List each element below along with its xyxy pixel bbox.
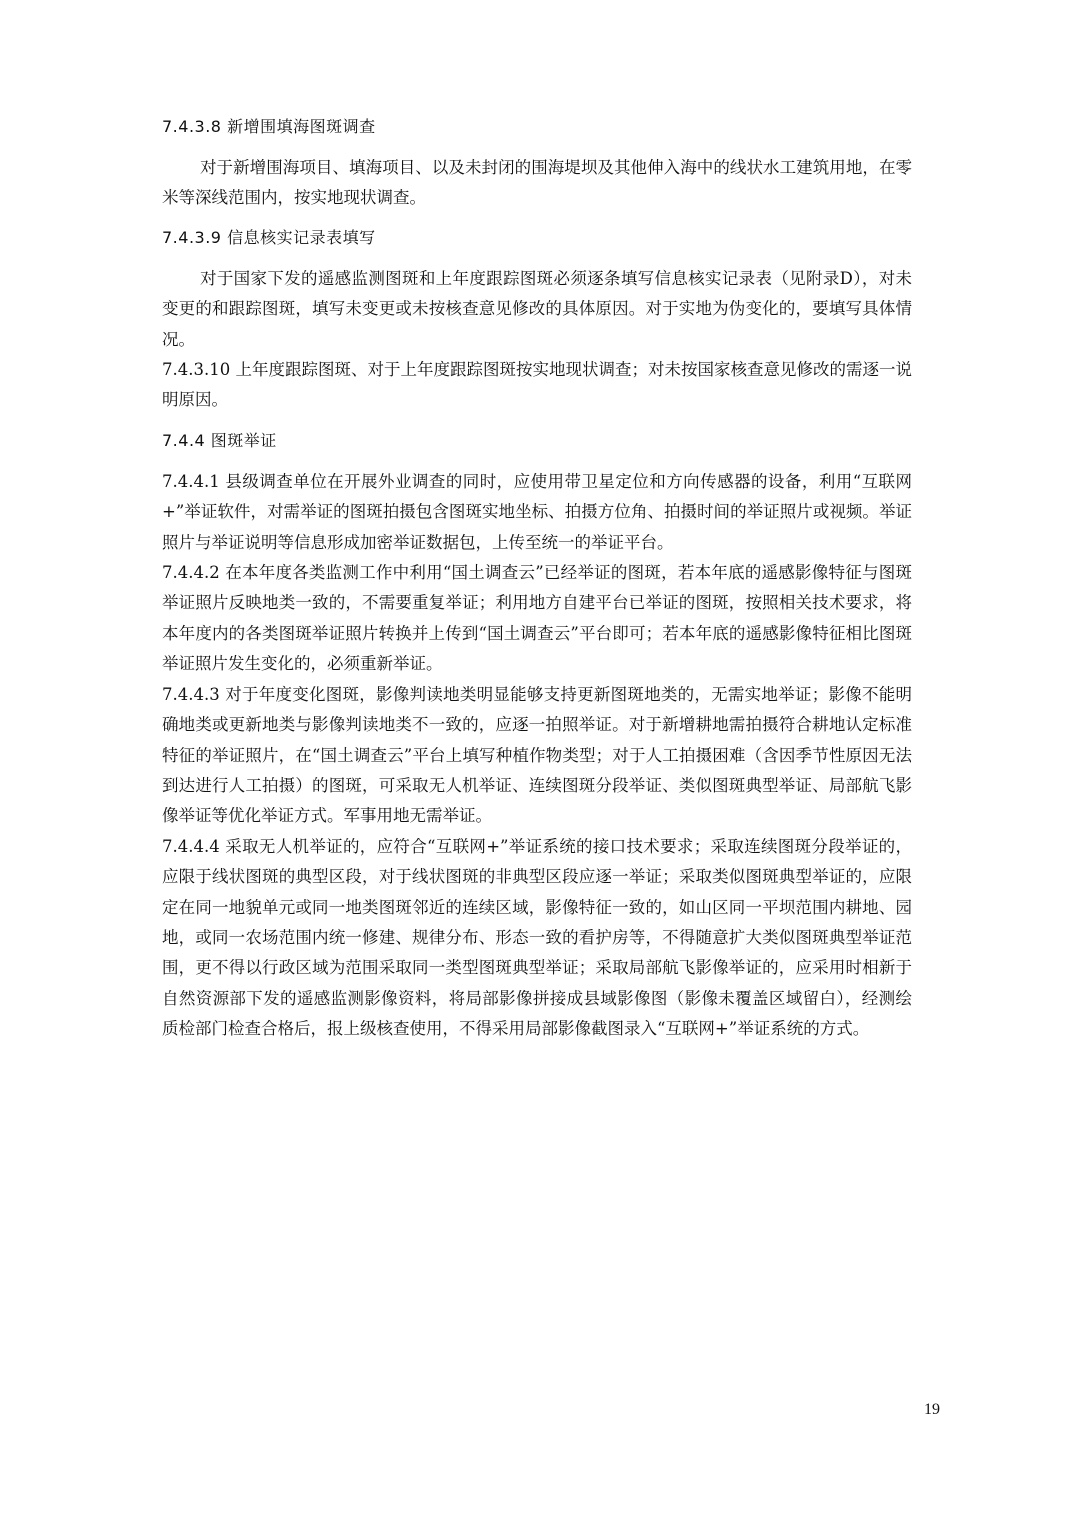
section-heading-7-4-3-9: 7.4.3.9 信息核实记录表填写 [162,227,376,247]
paragraph-7-4-4-4: 7.4.4.4 采取无人机举证的，应符合“互联网+”举证系统的接口技术要求；采取连续图斑分段举证的，应限于线状图斑的典型区段，对于线状图斑的非典型区段应逐一举证；采取类似图斑典型举证的，应限定在同一地貌单元或同一地类图斑邻近的连续区域，影像特征一致的，如山区同一平坝范围内耕地、园地，或同一农场范围内统一修建、规律分布、形态一致的看护房等，不得随意扩大类似图斑典型举证范围，更不得以行政区域为范围采取同一类型图斑典型举证；采取局部航飞影像举证的，应采用时相新于自然资源部下发的遥感监测影像资料，将局部影像拼接成县域影像图（影像未覆盖区域留白），经测绘质检部门检查合格后，报上级核查使用，不得采用局部影像截图录入“互联网+”举证系统的方式。 [162,836,912,1039]
section-heading-7-4-4: 7.4.4 图斑举证 [162,430,277,450]
paragraph-7-4-4-1: 7.4.4.1 县级调查单位在开展外业调查的同时，应使用带卫星定位和方向传感器的设备，利用“互联网+”举证软件，对需举证的图斑拍摄包含图斑实地坐标、拍摄方位角、拍摄时间的举证照片或视频。举证照片与举证说明等信息形成加密举证数据包，上传至统一的举证平台。 [162,471,912,552]
paragraph-7-4-4-2: 7.4.4.2 在本年度各类监测工作中利用“国土调查云”已经举证的图斑，若本年底的遥感影像特征与图斑举证照片反映地类一致的，不需要重复举证；利用地方自建平台已举证的图斑，按照相关技术要求，将本年度内的各类图斑举证照片转换并上传到“国土调查云”平台即可；若本年底的遥感影像特征相比图斑举证照片发生变化的，必须重新举证。 [162,563,912,674]
paragraph-7-4-4-3: 7.4.4.3 对于年度变化图斑，影像判读地类明显能够支持更新图斑地类的，无需实地举证；影像不能明确地类或更新地类与影像判读地类不一致的，应逐一拍照举证。对于新增耕地需拍摄符合耕地认定标准特征的举证照片，在“国土调查云”平台上填写种植作物类型；对于人工拍摄困难（含因季节性原因无法到达进行人工拍摄）的图斑，可采取无人机举证、连续图斑分段举证、类似图斑典型举证、局部航飞影像举证等优化举证方式。军事用地无需举证。 [162,684,912,826]
paragraph-7-4-3-9: 对于国家下发的遥感监测图斑和上年度跟踪图斑必须逐条填写信息核实记录表（见附录D），对未变更的和跟踪图斑，填写未变更或未按核查意见修改的具体原因。对于实地为伪变化的，要填写具体情况。 [162,268,912,349]
page-number: 19 [924,1401,940,1418]
paragraph-7-4-3-8: 对于新增围海项目、填海项目、以及未封闭的围海堤坝及其他伸入海中的线状水工建筑用地，在零米等深线范围内，按实地现状调查。 [162,158,912,208]
section-heading-7-4-3-8: 7.4.3.8 新增围填海图斑调查 [162,117,376,136]
page-content [162,113,912,1045]
paragraph-7-4-3-10: 7.4.3.10 上年度跟踪图斑、对于上年度跟踪图斑按实地现状调查；对未按国家核查意见修改的需逐一说明原因。 [162,360,912,410]
